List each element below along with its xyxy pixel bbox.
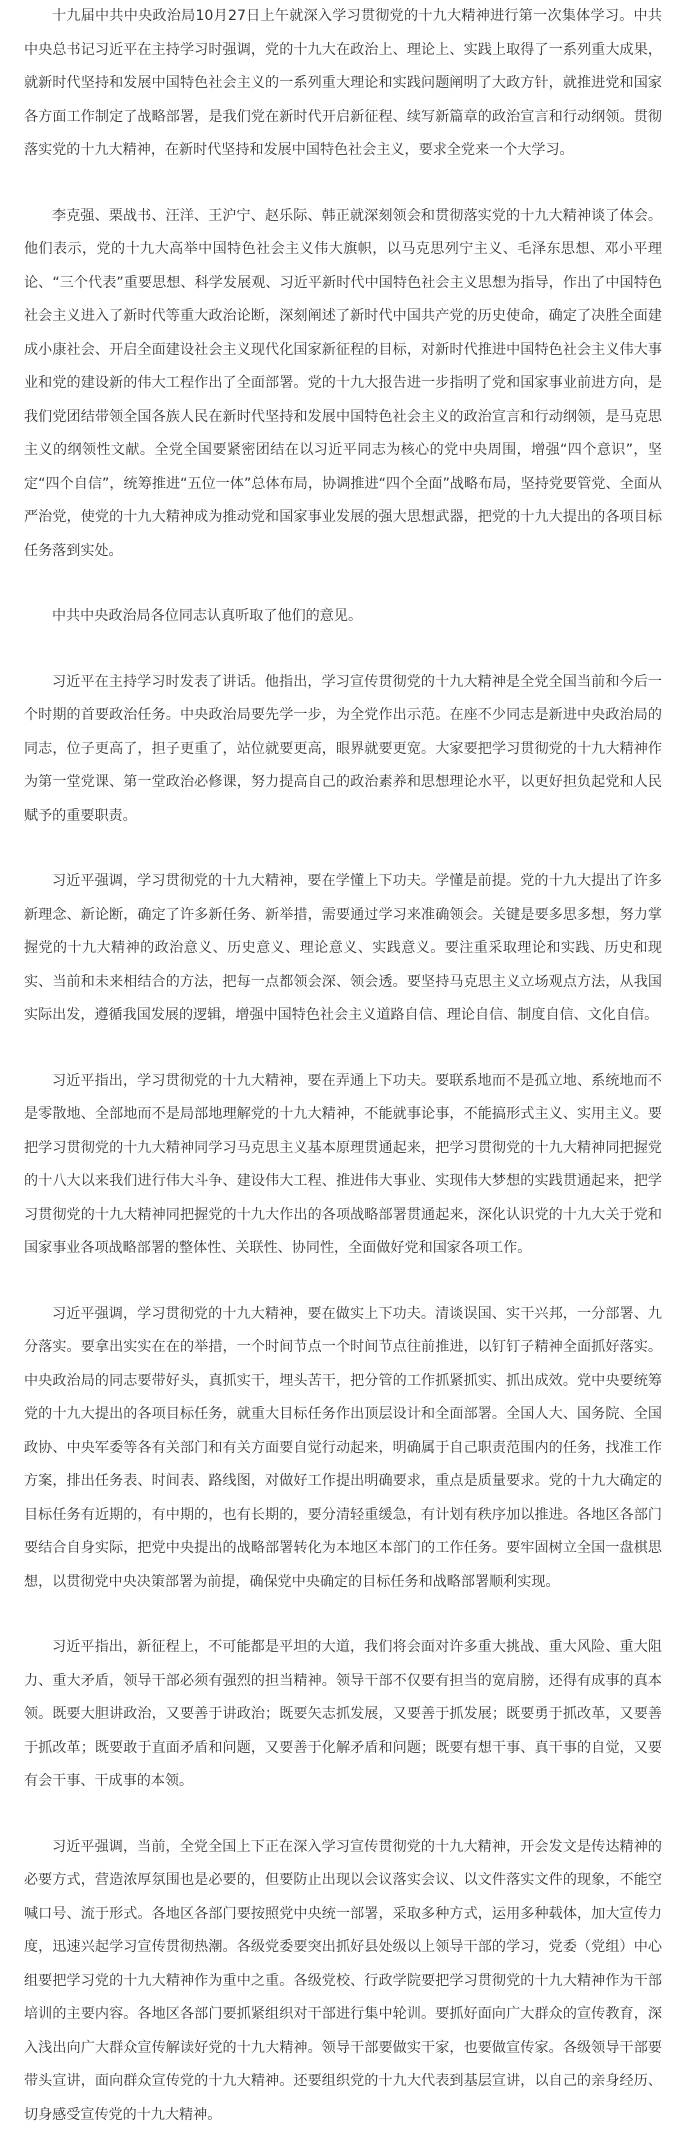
article-paragraph-3: 中共中央政治局各位同志认真听取了他们的意见。 (24, 600, 662, 634)
article-paragraph-5: 习近平强调，学习贯彻党的十九大精神，要在学懂上下功夫。学懂是前提。党的十九大提出了许多新理念、新论断，确定了许多新任务、新举措，需要通过学习来准确领会。关键是要多思多想，努力掌握党的十九大精神的政治意义、历史意义、理论意义、实践意义。要注重采取理论和实践、历史和现实、当前和未来相结合的方法，把每一点都领会深、领会透。要坚持马克思主义立场观点方法，从我国实际出发，遵循我国发展的逻辑，增强中国特色社会主义道路自信、理论自信、制度自信、文化自信。 (24, 865, 662, 1033)
article-paragraph-6: 习近平指出，学习贯彻党的十九大精神，要在弄通上下功夫。要联系地而不是孤立地、系统地而不是零散地、全部地而不是局部地理解党的十九大精神，不能就事论事，不能搞形式主义、实用主义。要把学习贯彻党的十九大精神同学习马克思主义基本原理贯通起来，把学习贯彻党的十九大精神同把握党的十八大以来我们进行伟大斗争、建设伟大工程、推进伟大事业、实现伟大梦想的实践贯通起来，把学习贯彻党的十九大精神同把握党的十九大作出的各项战略部署贯通起来，深化认识党的十九大关于党和国家事业各项战略部署的整体性、关联性、协同性，全面做好党和国家各项工作。 (24, 1065, 662, 1266)
article-paragraph-8: 习近平指出，新征程上，不可能都是平坦的大道，我们将会面对许多重大挑战、重大风险、重大阻力、重大矛盾，领导干部必须有强烈的担当精神。领导干部不仅要有担当的宽肩膀，还得有成事的真本领。既要大胆讲政治，又要善于讲政治；既要矢志抓发展，又要善于抓发展；既要勇于抓改革，又要善于抓改革；既要敢于直面矛盾和问题，又要善于化解矛盾和问题；既要有想干事、真干事的自觉，又要有会干事、干成事的本领。 (24, 1631, 662, 1799)
article-paragraph-7: 习近平强调，学习贯彻党的十九大精神，要在做实上下功夫。清谈误国、实干兴邦，一分部署、九分落实。要拿出实实在在的举措，一个时间节点一个时间节点往前推进，以钉钉子精神全面抓好落实。中央政治局的同志要带好头，真抓实干，埋头苦干，把分管的工作抓紧抓实、抓出成效。党中央要统筹党的十九大提出的各项目标任务，就重大目标任务作出顶层设计和全面部署。全国人大、国务院、全国政协、中央军委等各有关部门和有关方面要自觉行动起来，明确属于自己职责范围内的任务，找准工作方案，排出任务表、时间表、路线图，对做好工作提出明确要求，重点是质量要求。党的十九大确定的目标任务有近期的，有中期的，也有长期的，要分清轻重缓急，有计划有秩序加以推进。各地区各部门要结合自身实际，把党中央提出的战略部署转化为本地区本部门的工作任务。要牢固树立全国一盘棋思想，以贯彻党中央决策部署为前提，确保党中央确定的目标任务和战略部署顺利实现。 (24, 1298, 662, 1600)
article-paragraph-1: 十九届中共中央政治局10月27日上午就深入学习贯彻党的十九大精神进行第一次集体学习。中共中央总书记习近平在主持学习时强调，党的十九大在政治上、理论上、实践上取得了一系列重大成果，就新时代坚持和发展中国特色社会主义的一系列重大理论和实践问题阐明了大政方针，就推进党和国家各方面工作制定了战略部署，是我们党在新时代开启新征程、续写新篇章的政治宣言和行动纲领。贯彻落实党的十九大精神，在新时代坚持和发展中国特色社会主义，要求全党来一个大学习。 (24, 0, 662, 168)
article-paragraph-4: 习近平在主持学习时发表了讲话。他指出，学习宣传贯彻党的十九大精神是全党全国当前和今后一个时期的首要政治任务。中央政治局要先学一步，为全党作出示范。在座不少同志是新进中央政治局的同志，位子更高了，担子更重了，站位就要更高，眼界就要更宽。大家要把学习贯彻党的十九大精神作为第一堂党课、第一堂政治必修课，努力提高自己的政治素养和思想理论水平，以更好担负起党和人民赋予的重要职责。 (24, 666, 662, 834)
article-paragraph-2: 李克强、栗战书、汪洋、王沪宁、赵乐际、韩正就深刻领会和贯彻落实党的十九大精神谈了体会。他们表示，党的十九大高举中国特色社会主义伟大旗帜，以马克思列宁主义、毛泽东思想、邓小平理论、“三个代表”重要思想、科学发展观、习近平新时代中国特色社会主义思想为指导，作出了中国特色社会主义进入了新时代等重大政治论断，深刻阐述了新时代中国共产党的历史使命，确定了决胜全面建成小康社会、开启全面建设社会主义现代化国家新征程的目标，对新时代推进中国特色社会主义伟大事业和党的建设新的伟大工程作出了全面部署。党的十九大报告进一步指明了党和国家事业前进方向，是我们党团结带领全国各族人民在新时代坚持和发展中国特色社会主义的政治宣言和行动纲领，是马克思主义的纲领性文献。全党全国要紧密团结在以习近平同志为核心的党中央周围，增强“四个意识”，坚定“四个自信”，统筹推进“五位一体”总体布局，协调推进“四个全面”战略布局，坚持党要管党、全面从严治党，使党的十九大精神成为推动党和国家事业发展的强大思想武器，把党的十九大提出的各项目标任务落到实处。 (24, 200, 662, 569)
article-paragraph-9: 习近平强调，当前，全党全国上下正在深入学习宣传贯彻党的十九大精神，开会发文是传达精神的必要方式，营造浓厚氛围也是必要的，但要防止出现以会议落实会议、以文件落实文件的现象，不能空喊口号、流于形式。各地区各部门要按照党中央统一部署，采取多种方式，运用多种载体，加大宣传力度，迅速兴起学习宣传贯彻热潮。各级党委要突出抓好县处级以上领导干部的学习，党委（党组）中心组要把学习党的十九大精神作为重中之重。各级党校、行政学院要把学习贯彻党的十九大精神作为干部培训的主要内容。各地区各部门要抓紧组织对干部进行集中轮训。要抓好面向广大群众的宣传教育，深入浅出向广大群众宣传解读好党的十九大精神。领导干部要做实干家，也要做宣传家。各级领导干部要带头宣讲，面向群众宣传党的十九大精神。还要组织党的十九大代表到基层宣讲，以自己的亲身经历、切身感受宣传党的十九大精神。 (24, 1831, 662, 2132)
